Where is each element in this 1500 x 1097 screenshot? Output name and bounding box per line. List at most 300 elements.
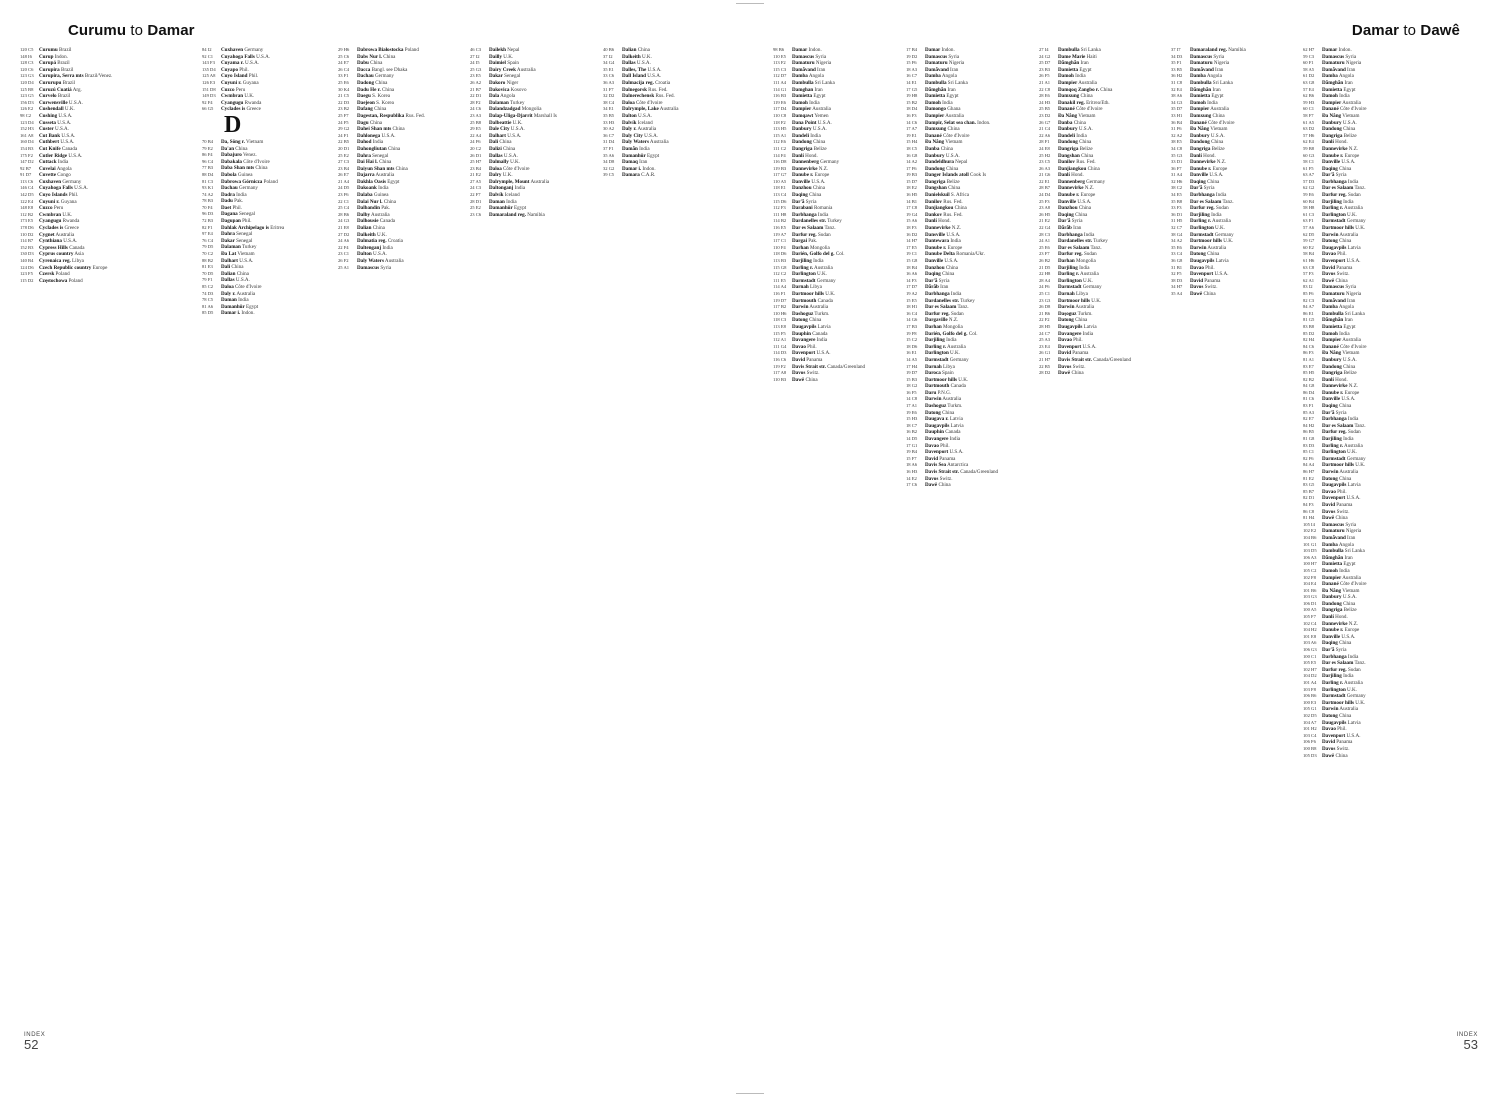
- index-entry: [1303, 159, 1428, 166]
- place-country: Australia: [1077, 79, 1097, 86]
- grid-reference: 24 E7: [338, 60, 349, 66]
- place-name: Dandong: [1058, 139, 1078, 146]
- place-country: Germany: [1081, 284, 1102, 291]
- place-country: Rus. Fed.: [404, 112, 425, 119]
- index-entry: [1303, 60, 1428, 67]
- place-country: China: [1341, 600, 1356, 607]
- grid-reference: 81 E3: [202, 264, 213, 270]
- index-entry: [338, 93, 463, 100]
- index-entry: [1171, 172, 1296, 179]
- place-name: Dar'ā: [792, 198, 805, 205]
- place-country: Australia: [1341, 337, 1361, 344]
- index-entry: [20, 159, 145, 166]
- index-entry: [1303, 172, 1428, 179]
- index-entry: [603, 146, 728, 153]
- place-name: Darling r.: [1322, 680, 1344, 686]
- place-country: N.Z.: [950, 225, 962, 232]
- place-country: China: [1073, 211, 1088, 218]
- place-name: Dāmghān: [1322, 79, 1344, 86]
- grid-reference: 17 D7: [906, 284, 918, 290]
- index-entry: [1303, 673, 1428, 680]
- place-country: China: [1334, 515, 1348, 522]
- index-entry: [338, 205, 463, 212]
- index-entry: [1171, 238, 1296, 245]
- index-entry: [338, 139, 463, 146]
- index-entry: [906, 265, 1031, 272]
- place-name: Darbhanga: [792, 211, 817, 218]
- place-country: U.S.A.: [505, 132, 522, 139]
- place-name: Danube r.: [1322, 627, 1344, 634]
- index-entry: [1039, 172, 1164, 179]
- place-country: Latvia: [1082, 323, 1097, 330]
- index-entry: [1303, 594, 1428, 601]
- index-entry: [603, 113, 728, 120]
- grid-reference: 22 F2: [1039, 317, 1050, 323]
- place-name: Daqing: [1322, 165, 1338, 172]
- grid-reference: 123 D4: [20, 119, 34, 125]
- place-name: Darfur reg.: [1322, 666, 1347, 673]
- place-name: Dahra: [221, 231, 235, 238]
- grid-reference: 19 E1: [906, 132, 917, 138]
- place-country: Turkey: [1092, 238, 1108, 245]
- folio-left: [24, 1032, 45, 1051]
- index-entry: [906, 350, 1031, 357]
- index-entry: [906, 113, 1031, 120]
- grid-reference: 160 D4: [20, 139, 34, 145]
- grid-reference: 130 D3: [20, 251, 34, 257]
- grid-reference: 26 D1: [470, 152, 482, 158]
- place-country: India: [816, 211, 829, 218]
- index-entry: [906, 67, 1031, 74]
- grid-reference: 25 A3: [1039, 337, 1051, 343]
- index-entry: [773, 364, 898, 371]
- grid-reference: 28 A4: [1039, 277, 1051, 283]
- place-country: Sudan: [1346, 192, 1361, 199]
- grid-reference: 57 H6: [1303, 132, 1315, 138]
- place-country: N.Z.: [1215, 159, 1227, 166]
- index-entry: [1303, 528, 1428, 535]
- place-country: Côte d'Ivoire: [634, 99, 663, 106]
- grid-reference: 85 D5: [202, 310, 214, 316]
- grid-reference: 21 H7: [1039, 356, 1051, 362]
- index-entry: [1303, 232, 1428, 239]
- place-country: Libya: [941, 363, 955, 370]
- place-country: China: [386, 145, 401, 152]
- index-entry: [773, 357, 898, 364]
- index-entry: [1171, 153, 1296, 160]
- index-entry: [906, 456, 1031, 463]
- place-name: Dar'ā: [1322, 647, 1335, 654]
- grid-reference: 118 C3: [773, 317, 787, 323]
- place-name: Damar i.: [221, 310, 241, 317]
- index-entry: [1039, 60, 1164, 67]
- place-name: Darwin: [1322, 469, 1339, 475]
- index-entry: [1039, 311, 1164, 318]
- grid-reference: 34 D3: [1171, 53, 1183, 59]
- place-country: Australia: [370, 211, 390, 218]
- grid-reference: 36 B4: [1171, 119, 1183, 125]
- grid-reference: 33 B5: [1171, 66, 1183, 72]
- folio-right: [1457, 1032, 1478, 1051]
- place-name: Dannevirke: [1322, 383, 1348, 390]
- grid-reference: 83 G5: [1303, 482, 1315, 488]
- place-country: Panama: [1335, 501, 1353, 508]
- grid-reference: 23 F7: [1039, 251, 1050, 257]
- place-name: Dandeldhura: [925, 159, 954, 166]
- place-country: Syria: [1202, 185, 1215, 192]
- place-name: Dandeli: [1058, 132, 1075, 139]
- place-name: Darlington: [1190, 225, 1214, 232]
- index-entry: [1303, 581, 1428, 588]
- grid-reference: 103 C4: [1303, 732, 1317, 738]
- grid-reference: 35 E6: [1171, 244, 1182, 250]
- index-entry: [603, 60, 728, 67]
- place-name: Dandong: [1322, 363, 1342, 370]
- grid-reference: 148 E8: [20, 205, 34, 211]
- place-name: Cuyama r.: [221, 60, 244, 67]
- place-country: India: [56, 159, 69, 166]
- grid-reference: 123 G3: [20, 73, 34, 79]
- place-name: Dambulla: [1322, 310, 1344, 317]
- section-letter-heading: D: [224, 111, 242, 138]
- index-entry: [20, 166, 145, 173]
- grid-reference: 82 F6: [1303, 455, 1314, 461]
- place-country: China: [1099, 86, 1113, 93]
- place-country: Asia: [73, 251, 84, 258]
- index-entry: [773, 311, 898, 318]
- grid-reference: 102 D5: [1303, 712, 1317, 718]
- place-name: Dalian: [622, 47, 637, 53]
- place-country: Syria: [379, 264, 392, 271]
- place-name: Damar: [792, 47, 808, 53]
- index-entry: [202, 54, 327, 61]
- place-country: U.S.A.: [57, 112, 73, 119]
- place-country: China: [374, 79, 388, 86]
- index-entry: [20, 120, 145, 127]
- grid-reference: 110 B3: [773, 376, 787, 382]
- index-entry-list: [202, 139, 327, 317]
- grid-reference: 34 E1: [603, 106, 614, 112]
- grid-reference: 84 A4: [1303, 462, 1315, 468]
- index-entry: [1303, 713, 1428, 720]
- place-country: Australia: [658, 106, 679, 113]
- place-name: Dalvík: [489, 192, 504, 199]
- place-country: U.S.A.: [509, 126, 525, 133]
- grid-reference: 110 H6: [773, 310, 787, 316]
- grid-reference: 23 A3: [470, 112, 482, 118]
- index-entry: [470, 212, 595, 219]
- index-entry: [906, 383, 1031, 390]
- index-entry: [1039, 179, 1164, 186]
- index-entry: [20, 87, 145, 94]
- place-name: Cygnet: [39, 231, 55, 238]
- place-country: Syria: [1212, 53, 1225, 60]
- index-entry: [1303, 100, 1428, 107]
- place-country: Germany: [237, 185, 258, 192]
- place-country: China: [1337, 238, 1352, 245]
- grid-reference: 113 E8: [773, 323, 786, 329]
- place-country: Libya: [70, 258, 84, 264]
- index-entry: [20, 265, 145, 272]
- grid-reference: 14 C6: [906, 119, 918, 125]
- index-entry: [202, 185, 327, 192]
- index-entry: [1303, 370, 1428, 377]
- index-entry: [906, 133, 1031, 140]
- grid-reference: 21 B7: [470, 86, 482, 92]
- place-country: U.K.: [61, 211, 73, 218]
- place-name: Damoh: [1190, 99, 1206, 106]
- grid-reference: 152 H3: [20, 126, 34, 132]
- grid-reference: 25 F3: [1039, 198, 1050, 204]
- place-name: Dalap-Uliga-Djarrit: [489, 112, 533, 119]
- index-entry: [1039, 225, 1164, 232]
- place-country: India: [1074, 132, 1087, 139]
- place-country: India: [948, 436, 961, 443]
- index-entry: [1303, 706, 1428, 713]
- place-country: China: [946, 126, 960, 133]
- grid-reference: 28 F1: [1039, 139, 1050, 145]
- place-name: Dahongliutan: [357, 145, 387, 152]
- grid-reference: 18 D4: [906, 106, 918, 112]
- place-country: China: [371, 225, 385, 232]
- place-country: Switz.: [1203, 284, 1218, 291]
- index-entry: [603, 80, 728, 87]
- index-column: [202, 47, 327, 1083]
- place-name: Danube r.: [1190, 165, 1212, 172]
- place-country: Iran: [813, 86, 823, 93]
- index-entry: [338, 166, 463, 173]
- index-entry: [906, 218, 1031, 225]
- grid-reference: 81 G5: [1303, 317, 1315, 323]
- grid-reference: 105 G1: [1303, 706, 1317, 712]
- index-entry: [1039, 139, 1164, 146]
- place-country: Syria: [1344, 53, 1357, 60]
- grid-reference: 33 F3: [1171, 205, 1182, 211]
- index-entry: [1303, 647, 1428, 654]
- place-name: Dauphin: [792, 330, 811, 337]
- grid-reference: 123 F5: [20, 271, 33, 277]
- grid-reference: 35 F1: [1171, 60, 1182, 66]
- place-country: Switz.: [1335, 508, 1350, 515]
- grid-reference: 149 D3: [202, 93, 216, 99]
- index-entry: [906, 331, 1031, 338]
- grid-reference: 105 D3: [1303, 752, 1317, 758]
- index-entry-list: [1303, 47, 1428, 759]
- place-name: Daltenganj: [357, 244, 382, 251]
- place-name: Dartmoor hills: [1058, 297, 1091, 304]
- index-entry-list: [20, 47, 145, 284]
- index-entry: [20, 133, 145, 140]
- place-name: Daugavpils: [925, 422, 950, 429]
- index-entry: [1039, 100, 1164, 107]
- place-country: Europe: [813, 172, 830, 179]
- place-country: Brazil: [61, 79, 76, 86]
- place-name: David: [925, 455, 939, 462]
- grid-reference: 34 D8: [603, 159, 615, 165]
- grid-reference: 25 G3: [470, 66, 482, 72]
- index-entry: [1303, 245, 1428, 252]
- place-name: Curuzú Cuatiá: [39, 86, 72, 93]
- place-country: Australia: [383, 258, 404, 264]
- index-entry: [1039, 271, 1164, 278]
- place-country: Guinea: [372, 192, 389, 199]
- grid-reference: 86 F3: [1303, 350, 1314, 356]
- place-country: Phil.: [67, 192, 79, 199]
- place-name: Dar es Salaam: [925, 304, 957, 311]
- place-country: Australia: [1343, 442, 1363, 449]
- place-name: Dame Marie: [1058, 53, 1086, 60]
- place-country: Canada/Greenland: [1091, 356, 1132, 363]
- place-name: Darhan: [1058, 258, 1075, 264]
- index-entry: [1303, 568, 1428, 575]
- index-entry: [906, 212, 1031, 219]
- index-entry-list: [470, 47, 595, 218]
- index-entry: [906, 93, 1031, 100]
- place-name: Datong: [925, 409, 941, 416]
- place-country: Phil.: [231, 204, 242, 211]
- place-country: U.K.: [1345, 211, 1357, 218]
- index-entry: [338, 80, 463, 87]
- place-name: Davis Strait str.: [1058, 356, 1092, 363]
- place-name: Dalvík: [622, 119, 637, 126]
- place-country: U.S.A.: [1341, 356, 1357, 363]
- grid-reference: 19 A2: [906, 290, 918, 296]
- place-name: Đa Năng: [1058, 112, 1078, 119]
- place-country: Belize: [1210, 145, 1225, 152]
- place-name: Dambulla: [792, 79, 814, 86]
- place-country: Australia: [1074, 304, 1095, 311]
- place-name: Damar: [925, 47, 941, 53]
- index-entry: [202, 225, 327, 232]
- index-entry: [1303, 575, 1428, 582]
- grid-reference: 86 C8: [1303, 508, 1315, 514]
- grid-reference: 119 B3: [773, 165, 787, 171]
- grid-reference: 19 C1: [906, 251, 918, 257]
- grid-reference: 36 H2: [1171, 73, 1183, 79]
- grid-reference: 16 H5: [906, 192, 918, 198]
- place-country: U.S.A.: [55, 119, 72, 126]
- place-name: Dalkeith: [357, 231, 376, 238]
- place-name: Damoh: [792, 99, 808, 106]
- grid-reference: 124 D6: [20, 264, 34, 270]
- place-name: Damascus: [1322, 53, 1345, 60]
- place-name: Damietta: [1058, 66, 1079, 73]
- index-entry: [1039, 73, 1164, 80]
- index-column: [1303, 47, 1428, 1083]
- place-name: Damoh: [1058, 73, 1074, 80]
- index-entry: [773, 80, 898, 87]
- place-name: Dangshan: [1058, 152, 1080, 159]
- place-country: Sudan: [1346, 429, 1361, 436]
- place-name: Dalaba: [357, 192, 373, 199]
- place-name: Darfur reg.: [925, 310, 950, 317]
- grid-reference: 117 B2: [773, 304, 787, 310]
- place-name: Davenport: [1190, 271, 1214, 278]
- place-name: Darfur reg.: [1058, 251, 1083, 258]
- place-name: Darling r.: [1190, 218, 1212, 225]
- grid-reference: 14 A5: [906, 356, 918, 362]
- place-name: Damascus: [357, 264, 380, 271]
- grid-reference: 62 D5: [1303, 231, 1315, 237]
- index-entry: [202, 146, 327, 153]
- place-country: Australia: [1338, 469, 1359, 475]
- place-country: China: [811, 185, 825, 192]
- place-country: Iran: [938, 284, 949, 291]
- index-entry: [603, 87, 728, 94]
- place-country: Haiti: [1085, 53, 1097, 60]
- place-name: Cuxhaven: [39, 178, 62, 185]
- index-entry: [1039, 304, 1164, 311]
- place-name: Damba: [792, 73, 808, 80]
- place-name: David: [1322, 739, 1336, 746]
- place-country: U.S.A.: [1077, 126, 1093, 133]
- place-name: Dambulla: [1058, 47, 1080, 53]
- place-country: N.Z.: [1347, 620, 1359, 627]
- place-country: Marshall Is: [532, 112, 557, 119]
- place-name: Daly Waters: [622, 139, 649, 146]
- place-name: Dandong: [792, 139, 812, 146]
- place-country: Namibia: [525, 211, 545, 218]
- place-country: Hond.: [1201, 152, 1216, 159]
- place-country: Rwanda: [61, 218, 80, 225]
- place-name: Dāmghān: [1190, 86, 1212, 93]
- index-entry: [906, 87, 1031, 94]
- place-country: Phil.: [1335, 251, 1347, 258]
- place-country: Vietnam: [244, 138, 264, 145]
- grid-reference: 120 C6: [20, 66, 34, 72]
- grid-reference: 35 E1: [603, 66, 614, 72]
- place-country: Phil.: [1071, 337, 1083, 344]
- place-name: Darién, Golfo del g.: [792, 251, 835, 258]
- index-entry: [1171, 113, 1296, 120]
- place-name: Dangriga: [1322, 132, 1343, 139]
- place-name: Dakar: [221, 237, 235, 244]
- index-entry: [1303, 265, 1428, 272]
- place-name: Dalbeattie: [489, 119, 512, 126]
- grid-reference: 22 G4: [1039, 225, 1051, 231]
- grid-reference: 81 A6: [202, 303, 214, 309]
- index-entry: [20, 54, 145, 61]
- grid-reference: 78 C5: [202, 297, 214, 303]
- grid-reference: 25 B5: [1039, 106, 1051, 112]
- page-number: 52: [24, 1037, 39, 1052]
- place-name: Davis Sea: [925, 462, 947, 469]
- index-entry: [20, 225, 145, 232]
- place-name: Damāvand: [1322, 534, 1346, 541]
- place-name: Curupira: [39, 66, 60, 73]
- place-name: Dagana: [221, 211, 238, 218]
- place-country: U.K.: [1222, 238, 1234, 245]
- place-name: Cuyapo: [221, 66, 238, 73]
- index-entry: [906, 278, 1031, 285]
- place-country: China: [235, 270, 249, 277]
- grid-reference: 16 B2: [906, 429, 918, 435]
- index-entry: [1303, 654, 1428, 661]
- place-country: Poland: [403, 47, 419, 53]
- index-entry: [906, 185, 1031, 192]
- place-name: Cuxhaven: [221, 47, 244, 53]
- place-country: Vietnam: [1209, 126, 1228, 133]
- index-entry: [1171, 291, 1296, 298]
- running-head-right: [1352, 22, 1460, 39]
- index-entry: [338, 245, 463, 252]
- place-country: Rwanda: [243, 99, 262, 106]
- index-entry: [1303, 225, 1428, 232]
- grid-reference: 23 C5: [1039, 159, 1051, 165]
- place-country: Phil.: [238, 66, 249, 73]
- index-entry: [906, 324, 1031, 331]
- index-entry: [1303, 410, 1428, 417]
